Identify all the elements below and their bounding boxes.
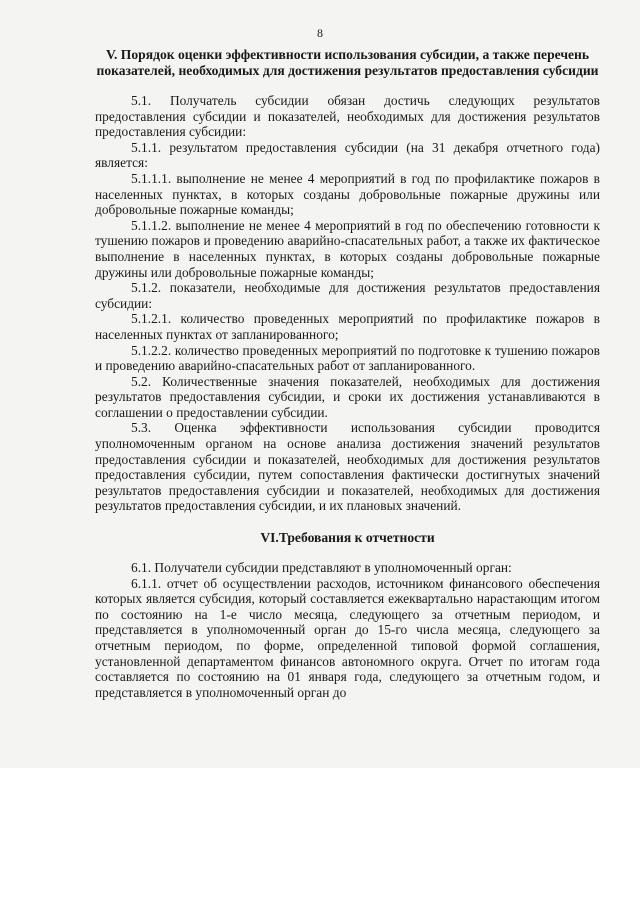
paragraph-5-1-1-1: 5.1.1.1. выполнение не менее 4 мероприятий в год по профилактике пожаров в населенных пунктах, в которых созданы добровольные пожарные дружины или добровольные пожарные команды; xyxy=(95,170,600,218)
page-number: 8 xyxy=(317,26,323,40)
paragraph-5-1-1-2: 5.1.1.2. выполнение не менее 4 мероприятий в год по обеспечению готовности к тушению пожаров и проведению аварийно-спасательных работ, а также их фактическое выполнение в населенных пунктах, в которых созданы добровольные пожарные дружины или добровольные пожарные команды; xyxy=(95,217,600,280)
paragraph-5-1-2-2: 5.1.2.2. количество проведенных мероприятий по подготовке к тушению пожаров и проведению аварийно-спасательных работ от запланированного. xyxy=(95,342,600,374)
paragraph-5-1-1: 5.1.1. результатом предоставления субсидии (на 31 декабря отчетного года) является: xyxy=(95,139,600,171)
paragraph-5-1-2-1: 5.1.2.1. количество проведенных мероприятий по профилактике пожаров в населенных пунктах от запланированного; xyxy=(95,311,600,342)
paragraph-5-1-2: 5.1.2. показатели, необходимые для достижения результатов предоставления субсидии: xyxy=(95,280,600,311)
paragraph-5-2: 5.2. Количественные значения показателей, необходимых для достижения результатов предоставления субсидии, и сроки их достижения устанавливаются в соглашении о предоставлении субсидии. xyxy=(95,373,600,420)
section-6-heading: VI.Требования к отчетности xyxy=(260,530,435,546)
paragraph-5-3: 5.3. Оценка эффективности использования субсидии проводится уполномоченным органом на основе анализа достижения значений результатов предоставления субсидии и показателей, необходимых для достижения результатов предоставления субсидии, путем сопоставления фактически достигнутых значений результатов предоставления субсидии и показателей, необходимых для достижения результатов предоставления субсидии, и их плановых значений. xyxy=(95,420,600,514)
document-body xyxy=(95,47,600,700)
paragraph-6-1: 6.1. Получатели субсидии представляют в уполномоченный орган: xyxy=(131,560,512,576)
paragraph-5-1: 5.1. Получатель субсидии обязан достичь следующих результатов предоставления субсидии и показателей, необходимых для достижения результатов предоставления субсидии: xyxy=(95,93,600,140)
section-5-heading: V. Порядок оценки эффективности использования субсидии, а также перечень показателей, необходимых для достижения результатов предоставления субсидии xyxy=(96,47,599,78)
paragraph-6-1-1: 6.1.1. отчет об осуществлении расходов, источником финансового обеспечения которых является субсидия, который составляется ежеквартально нарастающим итогом по состоянию на 1-е число месяца, следующего за отчетным периодом, и представляется в уполномоченный орган до 15-го числа месяца, следующего за отчетным периодом, по форме, определенной типовой формой соглашения, установленной департаментом финансов автономного округа. Отчет по итогам года составляется по состоянию на 01 января года, следующего за отчетным годом, и представляется в уполномоченный орган до xyxy=(95,575,600,700)
